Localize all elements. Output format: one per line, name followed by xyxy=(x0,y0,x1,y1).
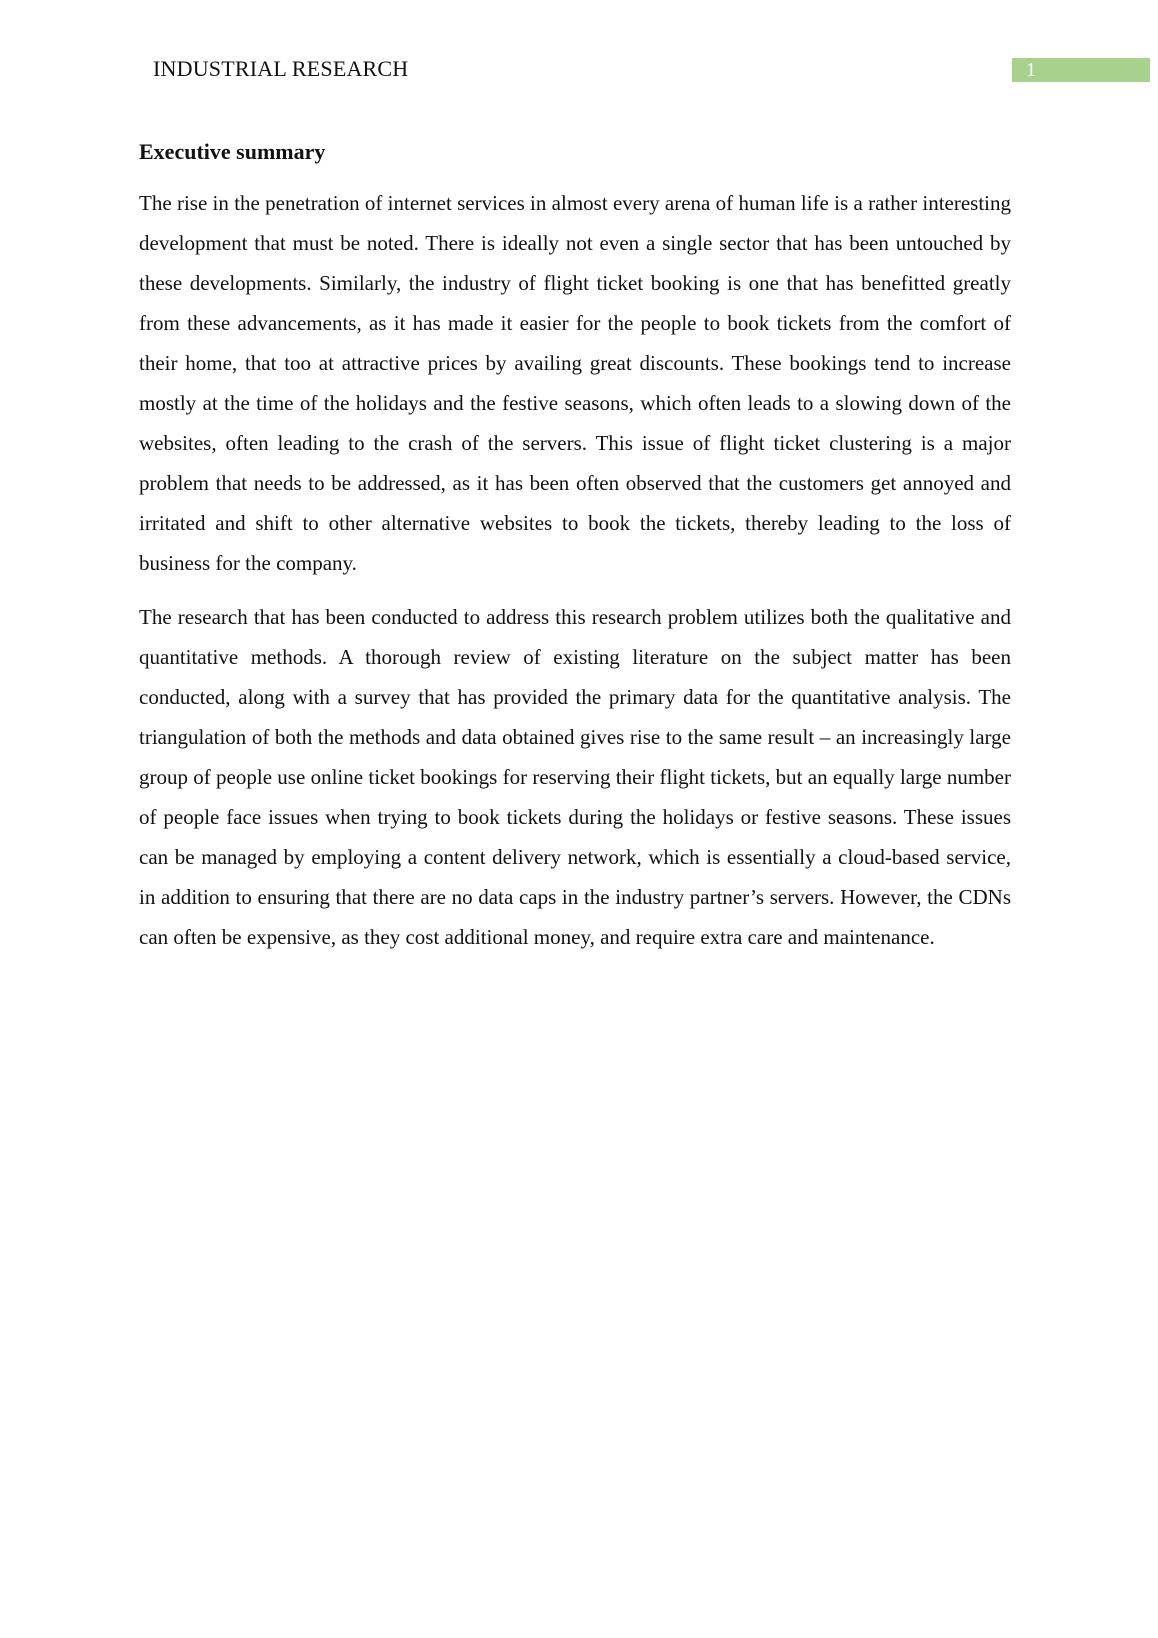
paragraph-2: The research that has been conducted to address this research problem utilizes both the qualitative and quantitative methods. A thorough review of existing literature on the subject matter has been conducted, along with a survey that has provided the primary data for the quantitative analysis. The triangulation of both the methods and data obtained gives rise to the same result – an increasingly large group of people use online ticket bookings for reserving their flight tickets, but an equally large number of people face issues when trying to book tickets during the holidays or festive seasons. These issues can be managed by employing a content delivery network, which is essentially a cloud-based service, in addition to ensuring that there are no data caps in the industry partner’s servers. However, the CDNs can often be expensive, as they cost additional money, and require extra care and maintenance. xyxy=(139,605,1011,949)
running-header-title: INDUSTRIAL RESEARCH xyxy=(153,56,409,81)
document-body xyxy=(139,138,1011,971)
paragraph-1: The rise in the penetration of internet services in almost every arena of human life is a rather interesting development that must be noted. There is ideally not even a single sector that has been untouched by these developments. Similarly, the industry of flight ticket booking is one that has benefitted greatly from these advancements, as it has made it easier for the people to book tickets from the comfort of their home, that too at attractive prices by availing great discounts. These bookings tend to increase mostly at the time of the holidays and the festive seasons, which often leads to a slowing down of the websites, often leading to the crash of the servers. This issue of flight ticket clustering is a major problem that needs to be addressed, as it has been often observed that the customers get annoyed and irritated and shift to other alternative websites to book the tickets, thereby leading to the loss of business for the company. xyxy=(139,191,1011,575)
page-number: 1 xyxy=(1026,59,1036,81)
section-heading: Executive summary xyxy=(139,139,326,164)
page-number-badge xyxy=(1012,58,1150,82)
